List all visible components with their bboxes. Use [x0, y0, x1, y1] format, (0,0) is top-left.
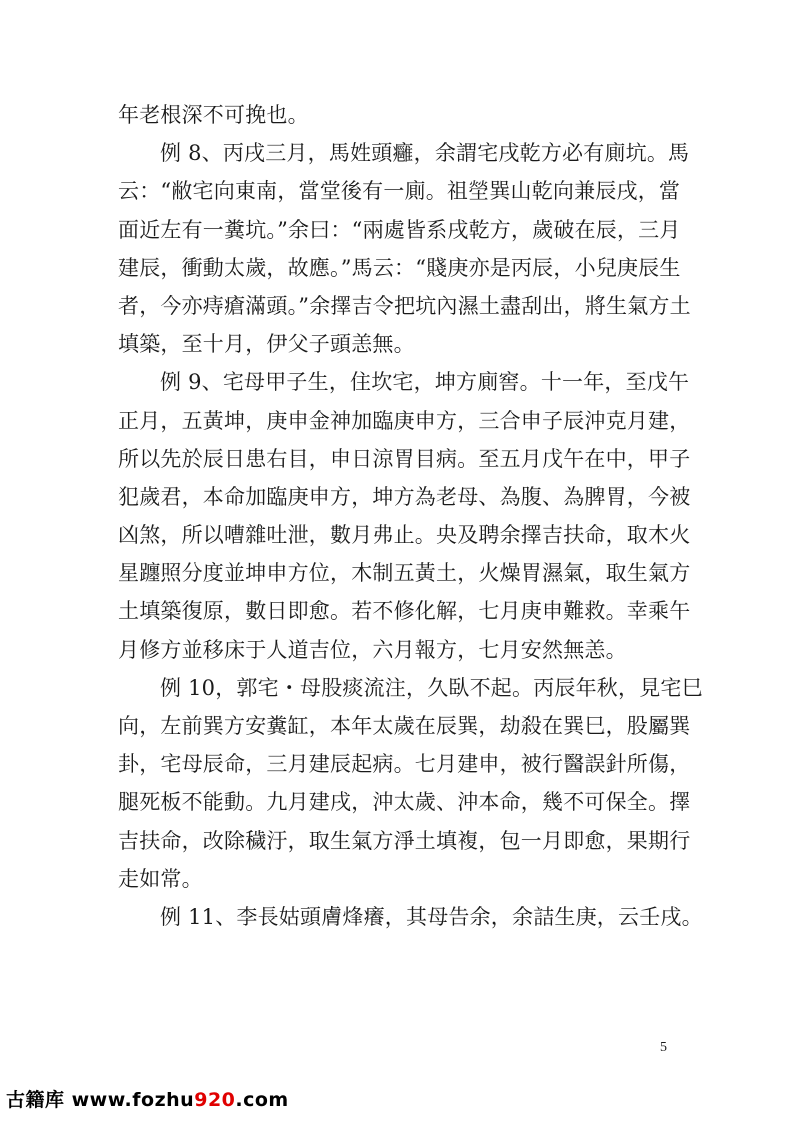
watermark-suffix: .com: [235, 1089, 289, 1111]
text-line: 者，今亦痔瘡滿頭。”余擇吉令把坑內濕土盡刮出，將生氣方土: [118, 293, 691, 318]
text-line: 例 11、李長姑頭膚烽癢，其母告余，余詰生庚，云壬戌。: [160, 904, 703, 929]
text-line: 填築，至十月，伊父子頭恙無。: [118, 332, 415, 357]
text-line: 年老根深不可挽也。: [118, 103, 309, 127]
page-body: [118, 96, 703, 936]
text-line: 星躔照分度並坤申方位，木制五黃土，火燥胃濕氣，取生氣方: [118, 561, 691, 586]
text-line: 凶煞，所以嘈雜吐泄，數月弗止。央及聘余擇吉扶命，取木火: [118, 523, 691, 548]
page-number: 5: [660, 1040, 667, 1055]
text-line: 卦，宅母辰命，三月建辰起病。七月建申，被行醫誤針所傷，: [118, 752, 691, 777]
watermark-prefix: 古籍库 www.fozhu: [6, 1089, 195, 1111]
text-line: 走如常。: [118, 866, 203, 891]
text-line: 正月，五黃坤，庚申金神加臨庚申方，三合申子辰沖克月建，: [118, 408, 691, 433]
text-line: 云：“敝宅向東南，當堂後有一廁。祖塋巽山乾向兼辰戌，當: [118, 179, 681, 204]
text-line: 例 10，郭宅・母股痰流注，久臥不起。丙辰年秋，見宅巳: [160, 675, 703, 700]
text-line: 犯歲君，本命加臨庚申方，坤方為老母、為腹、為脾胃，今被: [118, 484, 691, 509]
watermark-accent: 920: [194, 1089, 236, 1111]
text-line: 面近左有一糞坑。”余曰：“兩處皆系戌乾方，歲破在辰，三月: [118, 217, 681, 242]
text-line: 吉扶命，改除穢汙，取生氣方淨土填複，包一月即愈，果期行: [118, 828, 691, 853]
text-line: 所以先於辰日患右目，申日涼胃目病。至五月戊午在中，甲子: [118, 446, 691, 471]
text-line: 月修方並移床于人道吉位，六月報方，七月安然無恙。: [118, 637, 627, 662]
text-line: 例 8、丙戌三月，馬姓頭癰，余謂宅戌乾方必有廁坑。馬: [160, 141, 690, 166]
text-line: 腿死板不能動。九月建戌，沖太歲、沖本命，幾不可保全。擇: [118, 790, 691, 815]
footer-watermark[interactable]: [6, 1085, 289, 1112]
text-line: 例 9、宅母甲子生，住坎宅，坤方廁窖。十一年，至戊午: [160, 370, 690, 395]
text-line: 向，左前巽方安糞缸，本年太歲在辰巽，劫殺在巽巳，股屬巽: [118, 714, 691, 738]
text-line: 建辰，衝動太歲，故應。”馬云：“賤庚亦是丙辰，小兒庚辰生: [118, 255, 681, 280]
text-line: 土填築復原，數日即愈。若不修化解，七月庚申難救。幸乘午: [118, 599, 691, 624]
